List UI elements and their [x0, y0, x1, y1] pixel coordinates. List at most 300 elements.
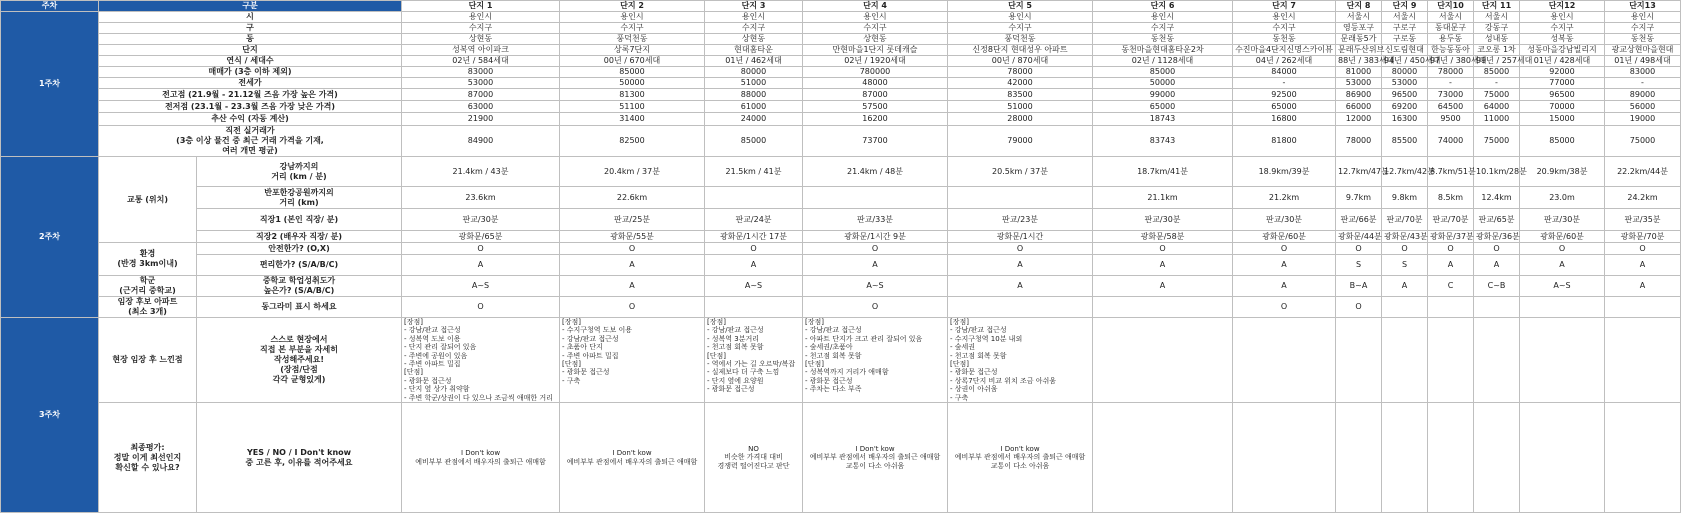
data-cell[interactable]: 광화문/55분: [560, 231, 705, 243]
row-label[interactable]: 전세가: [99, 78, 402, 89]
row-label[interactable]: 동그라미 표시 하세요: [197, 297, 402, 318]
data-cell[interactable]: [장점] - 강남/판교 접근성 - 아파트 단지가 크고 관리 잘되어 있음 - 숲세권/초품아 - 천고점 회복 못함 [단점] - 성복역까지 거리가 애매함 - 광화문 접근성 - 주차는 다소 부족: [803, 318, 948, 403]
data-cell[interactable]: 판교/30분: [402, 209, 560, 231]
data-cell[interactable]: O: [560, 243, 705, 255]
row-label[interactable]: 강남까지의 거리 (km / 분): [197, 157, 402, 187]
data-cell[interactable]: 용인시: [1093, 12, 1233, 23]
data-cell[interactable]: 79000: [948, 126, 1093, 157]
data-cell[interactable]: 31400: [560, 113, 705, 126]
data-cell[interactable]: [803, 187, 948, 209]
data-cell[interactable]: 21.1km: [1093, 187, 1233, 209]
data-cell[interactable]: 42000: [948, 78, 1093, 89]
data-cell[interactable]: A: [560, 255, 705, 276]
data-cell[interactable]: S: [1382, 255, 1428, 276]
row-label[interactable]: 반포한강공원까지의 거리 (km): [197, 187, 402, 209]
data-cell[interactable]: 광화문/36분: [1474, 231, 1520, 243]
data-cell[interactable]: 04년 / 262세대: [1233, 56, 1336, 67]
data-cell[interactable]: 61000: [705, 101, 803, 113]
data-cell[interactable]: 판교/70분: [1428, 209, 1474, 231]
data-cell[interactable]: 64500: [1428, 101, 1474, 113]
header-complex[interactable]: 단지 1: [402, 1, 560, 12]
data-cell[interactable]: 92000: [1520, 67, 1605, 78]
data-cell[interactable]: 21.4km / 43분: [402, 157, 560, 187]
data-cell[interactable]: 판교/23분: [948, 209, 1093, 231]
data-cell[interactable]: 판교/33분: [803, 209, 948, 231]
data-cell[interactable]: [장점] - 강남/판교 접근성 - 수지구청역 10분 내외 - 숲세권 - 천고점 회복 못함 [단점] - 광화문 접근성 - 상록7단지 비교 위치 조금 아쉬움 - 상권이 아쉬움 - 구축: [948, 318, 1093, 403]
data-cell[interactable]: 80000: [1382, 67, 1428, 78]
data-cell[interactable]: 9.7km: [1336, 187, 1382, 209]
data-cell[interactable]: A: [948, 276, 1093, 297]
data-cell[interactable]: 12.7km/47분: [1336, 157, 1382, 187]
data-cell[interactable]: A: [1093, 276, 1233, 297]
row-label[interactable]: 시: [99, 12, 402, 23]
data-cell[interactable]: 75000: [1474, 126, 1520, 157]
data-cell[interactable]: A: [1233, 255, 1336, 276]
data-cell[interactable]: 수진마을4단지신명스카이뷰: [1233, 45, 1336, 56]
section-week3[interactable]: 3주차: [1, 318, 99, 513]
data-cell[interactable]: 서울시: [1428, 12, 1474, 23]
data-cell[interactable]: 88년 / 383세대: [1336, 56, 1382, 67]
data-cell[interactable]: 96500: [1520, 89, 1605, 101]
data-cell[interactable]: O: [1336, 243, 1382, 255]
data-cell[interactable]: 성동마을강남빌리지: [1520, 45, 1605, 56]
data-cell[interactable]: O: [1520, 243, 1605, 255]
data-cell[interactable]: 82500: [560, 126, 705, 157]
data-cell[interactable]: 02년 / 1128세대: [1093, 56, 1233, 67]
data-cell[interactable]: 87000: [402, 89, 560, 101]
data-cell[interactable]: O: [1336, 297, 1382, 318]
data-cell[interactable]: [1382, 297, 1428, 318]
data-cell[interactable]: 50000: [1093, 78, 1233, 89]
data-cell[interactable]: 10.1km/28분: [1474, 157, 1520, 187]
data-cell[interactable]: 81300: [560, 89, 705, 101]
data-cell[interactable]: 판교/30분: [1233, 209, 1336, 231]
data-cell[interactable]: 수지구: [1520, 23, 1605, 34]
row-label[interactable]: 단지: [99, 45, 402, 56]
data-cell[interactable]: 판교/24분: [705, 209, 803, 231]
data-cell[interactable]: 수지구: [1605, 23, 1681, 34]
data-cell[interactable]: I Don't kow 예비부부 관점에서 배우자의 출퇴근 애매함: [402, 403, 560, 513]
data-cell[interactable]: 00년 / 870세대: [948, 56, 1093, 67]
data-cell[interactable]: 12.7km/42분: [1382, 157, 1428, 187]
data-cell[interactable]: [705, 297, 803, 318]
group-final[interactable]: 최종평가: 정말 이게 최선인지 확신할 수 있나요?: [99, 403, 197, 513]
data-cell[interactable]: 94년 / 450세대: [1382, 56, 1428, 67]
data-cell[interactable]: 12000: [1336, 113, 1382, 126]
data-cell[interactable]: 99000: [1093, 89, 1233, 101]
data-cell[interactable]: 성복역 아이파크: [402, 45, 560, 56]
data-cell[interactable]: O: [1605, 243, 1681, 255]
data-cell[interactable]: 70000: [1520, 101, 1605, 113]
data-cell[interactable]: A~S: [1520, 276, 1605, 297]
data-cell[interactable]: [1093, 297, 1233, 318]
data-cell[interactable]: 11000: [1474, 113, 1520, 126]
data-cell[interactable]: 18743: [1093, 113, 1233, 126]
data-cell[interactable]: O: [1233, 297, 1336, 318]
data-cell[interactable]: A: [1605, 276, 1681, 297]
row-label[interactable]: 안전한가? (O,X): [197, 243, 402, 255]
data-cell[interactable]: 용인시: [948, 12, 1093, 23]
data-cell[interactable]: 63000: [402, 101, 560, 113]
data-cell[interactable]: 광화문/65분: [402, 231, 560, 243]
data-cell[interactable]: 용인시: [803, 12, 948, 23]
row-label[interactable]: 전저점 (23.1월 - 23.3월 즈음 가장 낮은 가격): [99, 101, 402, 113]
data-cell[interactable]: O: [1474, 243, 1520, 255]
data-cell[interactable]: 83743: [1093, 126, 1233, 157]
data-cell[interactable]: 수지구: [560, 23, 705, 34]
data-cell[interactable]: A: [1233, 276, 1336, 297]
data-cell[interactable]: 78000: [1428, 67, 1474, 78]
data-cell[interactable]: 77000: [1520, 78, 1605, 89]
data-cell[interactable]: 용인시: [1520, 12, 1605, 23]
data-cell[interactable]: 57500: [803, 101, 948, 113]
data-cell[interactable]: 구로동: [1382, 34, 1428, 45]
data-cell[interactable]: -: [1605, 78, 1681, 89]
data-cell[interactable]: [1520, 318, 1605, 403]
data-cell[interactable]: 02년 / 1920세대: [803, 56, 948, 67]
data-cell[interactable]: -: [1428, 78, 1474, 89]
data-cell[interactable]: 20.9km/38분: [1520, 157, 1605, 187]
data-cell[interactable]: [1520, 403, 1605, 513]
data-cell[interactable]: 동천동: [1233, 34, 1336, 45]
data-cell[interactable]: O: [560, 297, 705, 318]
data-cell[interactable]: 21.4km / 48분: [803, 157, 948, 187]
data-cell[interactable]: 22.2km/44분: [1605, 157, 1681, 187]
data-cell[interactable]: 광화문/44분: [1336, 231, 1382, 243]
data-cell[interactable]: O: [948, 243, 1093, 255]
data-cell[interactable]: O: [1382, 243, 1428, 255]
header-complex[interactable]: 단지10: [1428, 1, 1474, 12]
data-cell[interactable]: 16200: [803, 113, 948, 126]
data-cell[interactable]: 광화문/1시간 17분: [705, 231, 803, 243]
data-cell[interactable]: O: [705, 243, 803, 255]
data-cell[interactable]: 용인시: [1233, 12, 1336, 23]
header-complex[interactable]: 단지 7: [1233, 1, 1336, 12]
data-cell[interactable]: A: [1520, 255, 1605, 276]
data-cell[interactable]: 8.5km: [1428, 187, 1474, 209]
data-cell[interactable]: 판교/30분: [1093, 209, 1233, 231]
data-cell[interactable]: O: [1428, 243, 1474, 255]
data-cell[interactable]: 수지구: [1093, 23, 1233, 34]
data-cell[interactable]: 풍덕천동: [560, 34, 705, 45]
data-cell[interactable]: 용인시: [402, 12, 560, 23]
data-cell[interactable]: A~S: [705, 276, 803, 297]
data-cell[interactable]: 22.6km: [560, 187, 705, 209]
data-cell[interactable]: 78000: [1336, 126, 1382, 157]
data-cell[interactable]: 69200: [1382, 101, 1428, 113]
header-complex[interactable]: 단지 9: [1382, 1, 1428, 12]
data-cell[interactable]: 51000: [948, 101, 1093, 113]
data-cell[interactable]: 64000: [1474, 101, 1520, 113]
data-cell[interactable]: [1093, 318, 1233, 403]
data-cell[interactable]: O: [803, 297, 948, 318]
data-cell[interactable]: 수지구: [948, 23, 1093, 34]
data-cell[interactable]: 동천동: [1093, 34, 1233, 45]
group-school[interactable]: 학군 (근거리 중학교): [99, 276, 197, 297]
data-cell[interactable]: 23.6km: [402, 187, 560, 209]
data-cell[interactable]: [1605, 297, 1681, 318]
data-cell[interactable]: 81000: [1336, 67, 1382, 78]
data-cell[interactable]: 80000: [705, 67, 803, 78]
header-complex[interactable]: 단지 3: [705, 1, 803, 12]
data-cell[interactable]: 9.8km: [1382, 187, 1428, 209]
row-label[interactable]: 중학교 학업성취도가 높은가? (S/A/B/C): [197, 276, 402, 297]
data-cell[interactable]: 81800: [1233, 126, 1336, 157]
data-cell[interactable]: 문래두산위브: [1336, 45, 1382, 56]
data-cell[interactable]: 서울시: [1474, 12, 1520, 23]
header-complex[interactable]: 단지12: [1520, 1, 1605, 12]
data-cell[interactable]: 서울시: [1336, 12, 1382, 23]
row-label[interactable]: 추산 수익 (자동 계산): [99, 113, 402, 126]
data-cell[interactable]: O: [1233, 243, 1336, 255]
data-cell[interactable]: 53000: [1382, 78, 1428, 89]
data-cell[interactable]: 코오롱 1차: [1474, 45, 1520, 56]
data-cell[interactable]: A: [1093, 255, 1233, 276]
data-cell[interactable]: O: [402, 297, 560, 318]
data-cell[interactable]: 65000: [1093, 101, 1233, 113]
header-complex[interactable]: 단지 11: [1474, 1, 1520, 12]
data-cell[interactable]: 판교/70분: [1382, 209, 1428, 231]
data-cell[interactable]: 수지구: [1233, 23, 1336, 34]
data-cell[interactable]: 21.2km: [1233, 187, 1336, 209]
data-cell[interactable]: 78000: [948, 67, 1093, 78]
data-cell[interactable]: 18.7km/41분: [1093, 157, 1233, 187]
data-cell[interactable]: 영등포구: [1336, 23, 1382, 34]
data-cell[interactable]: C: [1428, 276, 1474, 297]
data-cell[interactable]: 상현동: [803, 34, 948, 45]
header-complex[interactable]: 단지 2: [560, 1, 705, 12]
data-cell[interactable]: 강동구: [1474, 23, 1520, 34]
data-cell[interactable]: 판교/65분: [1474, 209, 1520, 231]
group-visit[interactable]: 임장 후보 아파트 (최소 3개): [99, 297, 197, 318]
data-cell[interactable]: 53000: [1336, 78, 1382, 89]
data-cell[interactable]: 용인시: [1605, 12, 1681, 23]
data-cell[interactable]: 48000: [803, 78, 948, 89]
data-cell[interactable]: [948, 187, 1093, 209]
data-cell[interactable]: [1336, 403, 1382, 513]
data-cell[interactable]: 85000: [1093, 67, 1233, 78]
data-cell[interactable]: [1382, 318, 1428, 403]
data-cell[interactable]: 광화문/1시간 9분: [803, 231, 948, 243]
row-label[interactable]: 직전 실거래가 (3층 이상 물건 중 최근 거래 가격을 기재, 여러 개면 평균): [99, 126, 402, 157]
data-cell[interactable]: 문래동5가: [1336, 34, 1382, 45]
row-label[interactable]: 구: [99, 23, 402, 34]
data-cell[interactable]: 85000: [560, 67, 705, 78]
data-cell[interactable]: 광화문/70분: [1605, 231, 1681, 243]
data-cell[interactable]: 83000: [402, 67, 560, 78]
data-cell[interactable]: [1474, 403, 1520, 513]
data-cell[interactable]: 84900: [402, 126, 560, 157]
data-cell[interactable]: [1428, 403, 1474, 513]
header-complex[interactable]: 단지 6: [1093, 1, 1233, 12]
data-cell[interactable]: A: [1428, 255, 1474, 276]
data-cell[interactable]: 12.4km: [1474, 187, 1520, 209]
data-cell[interactable]: 동천동: [1605, 34, 1681, 45]
section-week1[interactable]: 1주차: [1, 12, 99, 157]
data-cell[interactable]: 50000: [560, 78, 705, 89]
data-cell[interactable]: 28000: [948, 113, 1093, 126]
group-environment[interactable]: 환경 (반경 3km이내): [99, 243, 197, 276]
data-cell[interactable]: [1233, 403, 1336, 513]
data-cell[interactable]: 판교/66분: [1336, 209, 1382, 231]
data-cell[interactable]: 23.0m: [1520, 187, 1605, 209]
data-cell[interactable]: 85000: [705, 126, 803, 157]
header-complex[interactable]: 단지 8: [1336, 1, 1382, 12]
data-cell[interactable]: 74000: [1428, 126, 1474, 157]
data-cell[interactable]: 86900: [1336, 89, 1382, 101]
data-cell[interactable]: 75000: [1605, 126, 1681, 157]
data-cell[interactable]: 용두동: [1428, 34, 1474, 45]
data-cell[interactable]: [1336, 318, 1382, 403]
row-label[interactable]: 동: [99, 34, 402, 45]
row-label[interactable]: YES / NO / I Don't know 중 고른 후, 이유를 적어주세요: [197, 403, 402, 513]
data-cell[interactable]: 24.2km: [1605, 187, 1681, 209]
data-cell[interactable]: 73700: [803, 126, 948, 157]
data-cell[interactable]: 판교/35분: [1605, 209, 1681, 231]
data-cell[interactable]: 수지구: [705, 23, 803, 34]
data-cell[interactable]: C~B: [1474, 276, 1520, 297]
data-cell[interactable]: A~S: [402, 276, 560, 297]
data-cell[interactable]: 96500: [1382, 89, 1428, 101]
group-impression[interactable]: 현장 임장 후 느낀점: [99, 318, 197, 403]
data-cell[interactable]: [1093, 403, 1233, 513]
data-cell[interactable]: 상현동: [705, 34, 803, 45]
data-cell[interactable]: 광화문/60분: [1520, 231, 1605, 243]
data-cell[interactable]: [1428, 318, 1474, 403]
data-cell[interactable]: 서울시: [1382, 12, 1428, 23]
data-cell[interactable]: NO 비슷한 가격대 대비 경쟁력 떨어진다고 판단: [705, 403, 803, 513]
data-cell[interactable]: A: [560, 276, 705, 297]
data-cell[interactable]: 16300: [1382, 113, 1428, 126]
data-cell[interactable]: A: [948, 255, 1093, 276]
data-cell[interactable]: S: [1336, 255, 1382, 276]
data-cell[interactable]: 780000: [803, 67, 948, 78]
data-cell[interactable]: 만현마을1단지 롯데캐슬: [803, 45, 948, 56]
data-cell[interactable]: A: [402, 255, 560, 276]
section-week2[interactable]: 2주차: [1, 157, 99, 318]
data-cell[interactable]: I Don't kow 예비부부 관점에서 배우자의 출퇴근 애매함 교통이 다소 아쉬움: [948, 403, 1093, 513]
header-complex[interactable]: 단지 4: [803, 1, 948, 12]
row-label[interactable]: 연식 / 세대수: [99, 56, 402, 67]
data-cell[interactable]: 51100: [560, 101, 705, 113]
row-label[interactable]: 편리한가? (S/A/B/C): [197, 255, 402, 276]
data-cell[interactable]: 판교/25분: [560, 209, 705, 231]
data-cell[interactable]: 광화문/1시간: [948, 231, 1093, 243]
data-cell[interactable]: [1382, 403, 1428, 513]
data-cell[interactable]: 8.7km/51분: [1428, 157, 1474, 187]
data-cell[interactable]: 신정8단지 현대성우 아파트: [948, 45, 1093, 56]
data-cell[interactable]: 21900: [402, 113, 560, 126]
data-cell[interactable]: 92500: [1233, 89, 1336, 101]
data-cell[interactable]: I Don't kow 예비부부 관점에서 배우자의 출퇴근 애매함 교통이 다소 아쉬움: [803, 403, 948, 513]
data-cell[interactable]: 24000: [705, 113, 803, 126]
data-cell[interactable]: 99년 / 257세대: [1474, 56, 1520, 67]
data-cell[interactable]: 수지구: [803, 23, 948, 34]
data-cell[interactable]: 동천마을현대홈타운2차: [1093, 45, 1233, 56]
data-cell[interactable]: A: [1605, 255, 1681, 276]
data-cell[interactable]: 한능동동아: [1428, 45, 1474, 56]
data-cell[interactable]: [1520, 297, 1605, 318]
row-label[interactable]: 전고점 (21.9월 - 21.12월 즈음 가장 높은 가격): [99, 89, 402, 101]
data-cell[interactable]: 53000: [402, 78, 560, 89]
row-label[interactable]: 직장2 (배우자 직장/ 분): [197, 231, 402, 243]
data-cell[interactable]: 용인시: [705, 12, 803, 23]
data-cell[interactable]: 01년 / 428세대: [1520, 56, 1605, 67]
header-category[interactable]: 구분: [99, 1, 402, 12]
data-cell[interactable]: [1605, 318, 1681, 403]
data-cell[interactable]: 16800: [1233, 113, 1336, 126]
data-cell[interactable]: 65000: [1233, 101, 1336, 113]
header-complex[interactable]: 단지 5: [948, 1, 1093, 12]
data-cell[interactable]: 87000: [803, 89, 948, 101]
data-cell[interactable]: 현대홈타운: [705, 45, 803, 56]
data-cell[interactable]: A: [1382, 276, 1428, 297]
data-cell[interactable]: [장점] - 강남/판교 접근성 - 성복역 도보 이용 - 단지 관리 잘되어 있음 - 주변에 공원이 있음 - 주변 아파트 밀집 [단점] - 광화문 접근성 - 단지 옆 상가 취약함 - 주변 학군/상권이 다 있으나 조금씩 애매한 거리: [402, 318, 560, 403]
data-cell[interactable]: 판교/30분: [1520, 209, 1605, 231]
data-cell[interactable]: 구로구: [1382, 23, 1428, 34]
data-cell[interactable]: 89000: [1605, 89, 1681, 101]
data-cell[interactable]: 9500: [1428, 113, 1474, 126]
data-cell[interactable]: [705, 187, 803, 209]
header-week[interactable]: 주차: [1, 1, 99, 12]
row-label[interactable]: 스스로 현장에서 직접 본 부분을 자세히 작성해주세요! (장점/단점 각각 균형있게): [197, 318, 402, 403]
data-cell[interactable]: [1474, 297, 1520, 318]
data-cell[interactable]: [1605, 403, 1681, 513]
data-cell[interactable]: 15000: [1520, 113, 1605, 126]
data-cell[interactable]: 51000: [705, 78, 803, 89]
data-cell[interactable]: B~A: [1336, 276, 1382, 297]
data-cell[interactable]: O: [1093, 243, 1233, 255]
data-cell[interactable]: -: [1233, 78, 1336, 89]
data-cell[interactable]: 20.5km / 37분: [948, 157, 1093, 187]
group-transport[interactable]: 교통 (위치): [99, 157, 197, 243]
data-cell[interactable]: [장점] - 강남/판교 접근성 - 성복역 3분거리 - 천고점 회복 못함 [단점] - 역에서 가는 길 오르막/복잡 - 실제보다 더 구축 느낌 - 단지 옆에 요양원 - 광화문 접근성: [705, 318, 803, 403]
data-cell[interactable]: 84000: [1233, 67, 1336, 78]
data-cell[interactable]: I Don't kow 예비부부 관점에서 배우자의 출퇴근 애매함: [560, 403, 705, 513]
data-cell[interactable]: 광화문/60분: [1233, 231, 1336, 243]
data-cell[interactable]: A~S: [803, 276, 948, 297]
data-cell[interactable]: A: [705, 255, 803, 276]
data-cell[interactable]: 83500: [948, 89, 1093, 101]
data-cell[interactable]: [1233, 318, 1336, 403]
data-cell[interactable]: [장점] - 수지구청역 도보 이용 - 강남/판교 접근성 - 초품아 단지 - 주변 아파트 밀집 [단점] - 광화문 접근성 - 구축: [560, 318, 705, 403]
data-cell[interactable]: 광화문/37분: [1428, 231, 1474, 243]
data-cell[interactable]: 66000: [1336, 101, 1382, 113]
data-cell[interactable]: 20.4km / 37분: [560, 157, 705, 187]
data-cell[interactable]: 동대문구: [1428, 23, 1474, 34]
data-cell[interactable]: 01년 / 498세대: [1605, 56, 1681, 67]
data-cell[interactable]: 풍덕천동: [948, 34, 1093, 45]
data-cell[interactable]: -: [1474, 78, 1520, 89]
data-cell[interactable]: 56000: [1605, 101, 1681, 113]
data-cell[interactable]: 75000: [1474, 89, 1520, 101]
data-cell[interactable]: 18.9km/39분: [1233, 157, 1336, 187]
data-cell[interactable]: 수지구: [402, 23, 560, 34]
data-cell[interactable]: 21.5km / 41분: [705, 157, 803, 187]
data-cell[interactable]: 97년 / 380세대: [1428, 56, 1474, 67]
data-cell[interactable]: 광화문/58분: [1093, 231, 1233, 243]
data-cell[interactable]: 02년 / 584세대: [402, 56, 560, 67]
data-cell[interactable]: 85500: [1382, 126, 1428, 157]
data-cell[interactable]: 85000: [1474, 67, 1520, 78]
data-cell[interactable]: [1428, 297, 1474, 318]
data-cell[interactable]: [1474, 318, 1520, 403]
data-cell[interactable]: 신도림현대: [1382, 45, 1428, 56]
data-cell[interactable]: 성복동: [1520, 34, 1605, 45]
data-cell[interactable]: 01년 / 462세대: [705, 56, 803, 67]
data-cell[interactable]: 19000: [1605, 113, 1681, 126]
data-cell[interactable]: 상록7단지: [560, 45, 705, 56]
